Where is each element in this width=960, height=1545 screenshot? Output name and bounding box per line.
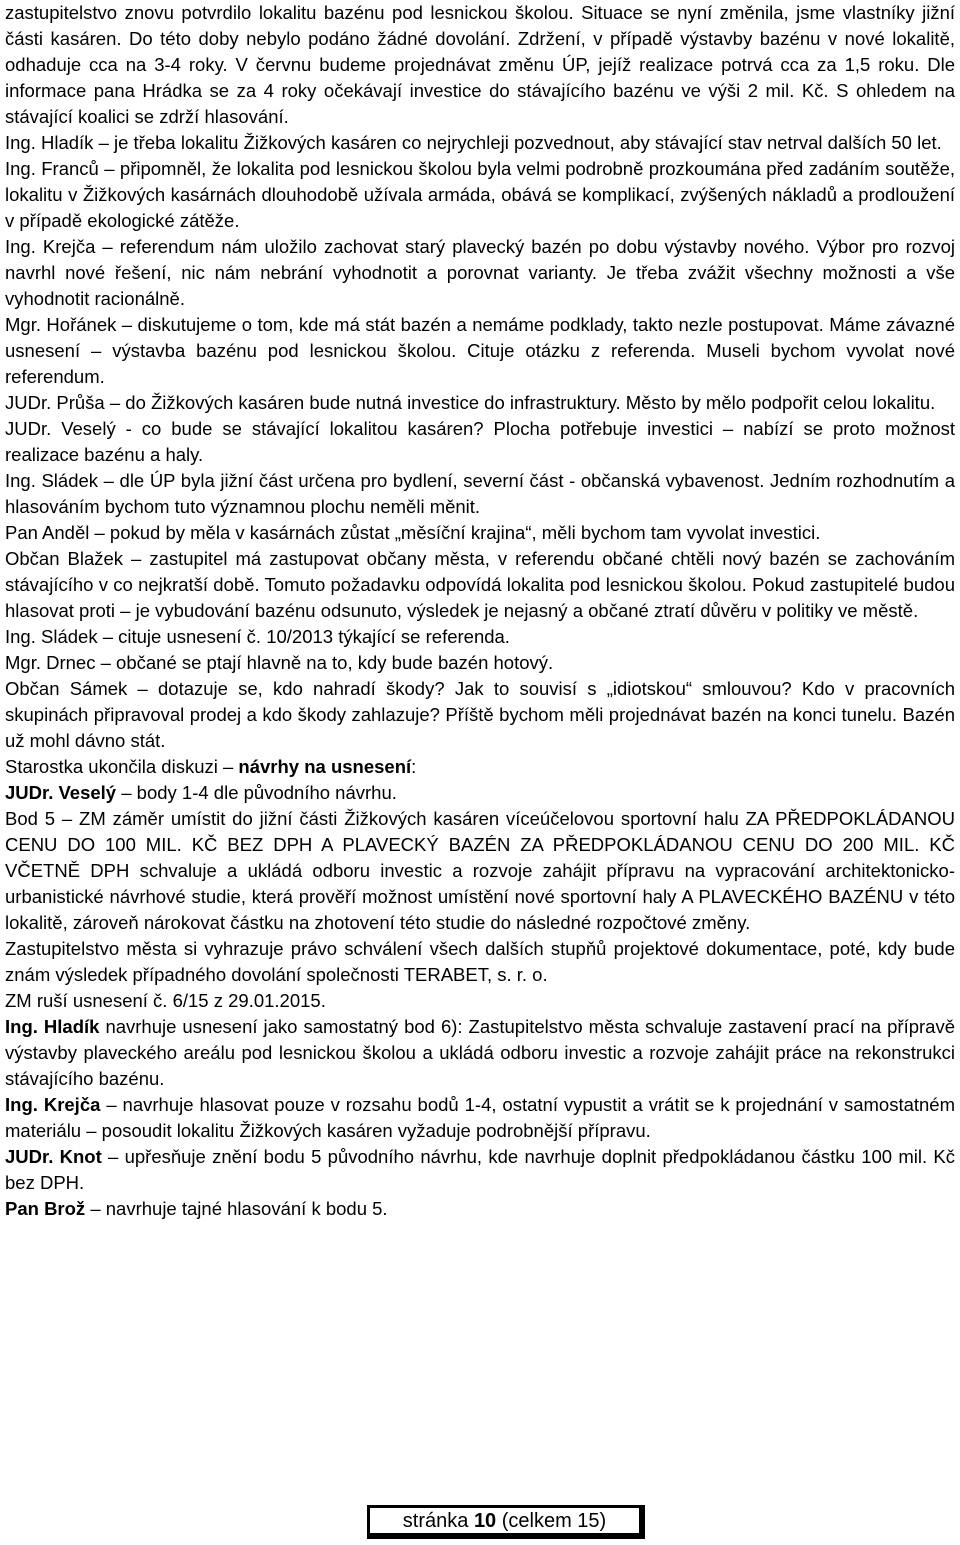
proposal-knot-name: Knot — [59, 1146, 102, 1167]
proposal-krejca — [5, 1092, 955, 1144]
paragraph-francu: Ing. Franců – připomněl, že lokalita pod lesnickou školou byla velmi podrobně prozkoumána před zadáním soutěže, lokalitu v Žižkových kasárnách dlouhodobě užívala armáda, obává se komplikací, zvýšených nákladů a prodloužení v případě ekologické zátěže. — [5, 158, 955, 231]
proposal-hladik-prefix: Ing. — [5, 1016, 38, 1037]
paragraph-hladik: Ing. Hladík – je třeba lokalitu Žižkových kasáren co nejrychleji pozvednout, aby stávající stav netrval dalších 50 let. — [5, 132, 942, 153]
bod5-reservation: Zastupitelstvo města si vyhrazuje právo schválení všech dalších stupňů projektové dokumentace, poté, kdy bude znám výsledek případného dovolání společnosti TERABET, s. r. o. — [5, 938, 955, 985]
proposals-intro-text: Starostka ukončila diskuzi – — [5, 756, 239, 777]
paragraph-horanek: Mgr. Hořánek – diskutujeme o tom, kde má stát bazén a nemáme podklady, takto nezle postupovat. Máme závazné usnesení – výstavba bazénu pod lesnickou školou. Cituje otázku z referenda. Museli bychom vyvolat nové referendum. — [5, 314, 955, 387]
paragraph-andel: Pan Anděl – pokud by měla v kasárnách zůstat „měsíční krajina“, měli bychom tam vyvolat investici. — [5, 522, 821, 543]
proposal-broz-name: Pan Brož — [5, 1198, 86, 1219]
proposal-knot-text: – upřesňuje znění bodu 5 původního návrhu, kde navrhuje doplnit předpokládanou částku 100 mil. Kč bez DPH. — [5, 1146, 955, 1193]
bod5-resolution: Bod 5 – ZM záměr umístit do jižní části Žižkových kasáren víceúčelovou sportovní halu ZA PŘEDPOKLÁDANOU CENU DO 100 MIL. KČ BEZ DPH A PLAVECKÝ BAZÉN ZA PŘEDPOKLÁDANOU CENU DO 200 MIL. KČ VČETNĚ DPH schvaluje a ukládá odboru investic a rozvoje zahájit přípravu na vypracování architektonicko-urbanistické návrhové studie, která prověří možnost umístění nové sportovní haly A PLAVECKÉHO BAZÉNU v této lokalitě, zároveň nárokovat částku na zhotovení této studie do následné rozpočtové změny. — [5, 808, 955, 933]
paragraph-blazek: Občan Blažek – zastupitel má zastupovat občany města, v referendu občané chtěli nový bazén se zachováním stávajícího v co nejkratší době. Tomuto požadavku odpovídá lokalita pod lesnickou školou. Pokud zastupitelé budou hlasovat proti – je vybudování bazénu odsunuto, výsledek je nejasný a občané ztratí důvěru v politiky ve městě. — [5, 548, 955, 621]
page-number-suffix: (celkem 15) — [496, 1510, 607, 1532]
paragraph-vesely: JUDr. Veselý - co bude se stávající lokalitou kasáren? Plocha potřebuje investici – nabízí se proto možnost realizace bazénu a haly. — [5, 418, 955, 465]
page-number-prefix: stránka — [402, 1510, 474, 1532]
proposal-krejca-text: – navrhuje hlasovat pouze v rozsahu bodů 1-4, ostatní vypustit a vrátit se k projednání v samostatném materiálu – posoudit lokalitu Žižkových kasáren vyžaduje podrobnější přípravu. — [5, 1094, 955, 1141]
page-number-box — [367, 1505, 645, 1539]
proposal-broz-text: – navrhuje tajné hlasování k bodu 5. — [85, 1198, 388, 1219]
proposal-hladik — [5, 1014, 955, 1092]
proposals-intro-end: : — [411, 756, 417, 777]
paragraph-krejca: Ing. Krejča – referendum nám uložilo zachovat starý plavecký bazén po dobu výstavby nového. Výbor pro rozvoj navrhl nové řešení, nic nám nebrání vyhodnotit a porovnat varianty. Je třeba zvážit všechny možnosti a vše vyhodnotit racionálně. — [5, 236, 955, 309]
proposal-krejca-name: Krejča — [43, 1094, 101, 1115]
paragraph-drnec: Mgr. Drnec – občané se ptají hlavně na to, kdy bude bazén hotový. — [5, 652, 554, 673]
proposal-hladik-name: Hladík — [43, 1016, 100, 1037]
paragraph-prusa: JUDr. Průša – do Žižkových kasáren bude nutná investice do infrastruktury. Město by mělo podpořit celou lokalitu. — [5, 392, 936, 413]
bod5-cancel: ZM ruší usnesení č. 6/15 z 29.01.2015. — [5, 990, 326, 1011]
document-page — [5, 0, 955, 1222]
proposal-knot-prefix: JUDr. — [5, 1146, 54, 1167]
paragraph-sladek: Ing. Sládek – dle ÚP byla jižní část určena pro bydlení, severní část - občanská vybavenost. Jedním rozhodnutím a hlasováním bychom tuto významnou plochu neměli měnit. — [5, 470, 955, 517]
proposal-knot — [5, 1144, 955, 1196]
proposal-vesely-text: – body 1-4 dle původního návrhu. — [116, 782, 397, 803]
paragraph-sladek-2: Ing. Sládek – cituje usnesení č. 10/2013 týkající se referenda. — [5, 626, 510, 647]
proposal-krejca-prefix: Ing. — [5, 1094, 38, 1115]
paragraph-samek: Občan Sámek – dotazuje se, kdo nahradí škody? Jak to souvisí s „idiotskou“ smlouvou? Kdo v pracovních skupinách připravoval prodej a kdo škody zahlazuje? Příště bychom měli projednávat bazén na konci tunelu. Bazén už mohl dávno stát. — [5, 678, 955, 751]
proposals-intro-bold: návrhy na usnesení — [238, 756, 412, 777]
paragraph-intro: zastupitelstvo znovu potvrdilo lokalitu bazénu pod lesnickou školou. Situace se nyní změnila, jsme vlastníky jižní části kasáren. Do této doby nebylo podáno žádné dovolání. Zdržení, v případě výstavby bazénu v nové lokalitě, odhaduje cca na 3-4 roky. V červnu budeme projednávat změnu ÚP, jejíž realizace potrvá cca za 1,5 roku. Dle informace pana Hrádka se za 4 roky očekávají investice do stávajícího bazénu ve výši 2 mil. Kč. S ohledem na stávající koalici se zdrží hlasování. — [5, 2, 955, 127]
page-number: 10 — [473, 1510, 497, 1532]
proposal-vesely-name: JUDr. Veselý — [5, 782, 117, 803]
proposal-vesely — [5, 780, 955, 806]
proposal-hladik-text: navrhuje usnesení jako samostatný bod 6): Zastupitelstvo města schvaluje zastavení prací na přípravě výstavby plaveckého areálu pod lesnickou školou a ukládá odboru investic a rozvoje zahájit práce na rekonstrukci stávajícího bazénu. — [5, 1016, 955, 1089]
proposal-broz — [5, 1196, 955, 1222]
proposals-intro — [5, 754, 955, 780]
